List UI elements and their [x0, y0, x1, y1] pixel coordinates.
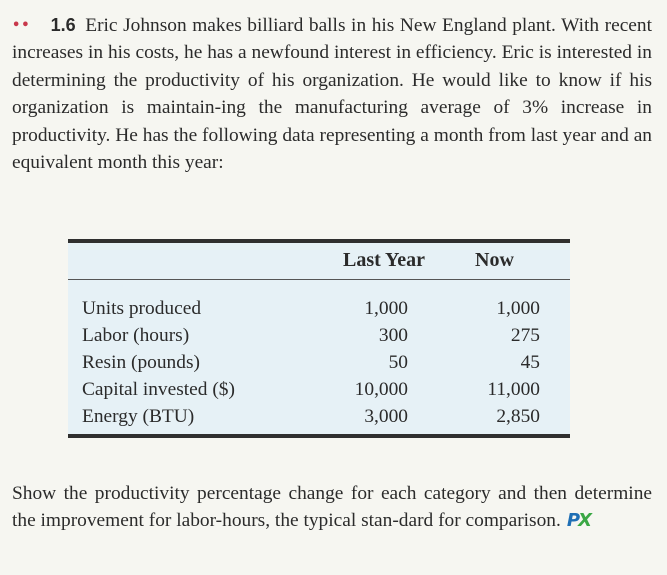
- question-body: Show the productivity percentage change for each category and then determine the improvement for labor-hours, the typical stan-dard for comparison.: [12, 483, 652, 532]
- cell-last-year: 1,000: [364, 298, 408, 319]
- table-row: [68, 406, 570, 433]
- cell-now: 45: [520, 352, 540, 373]
- cell-last-year: 3,000: [364, 406, 408, 427]
- cell-last-year: 50: [388, 352, 408, 373]
- table-header: [68, 243, 570, 280]
- header-now: Now: [475, 249, 514, 271]
- problem-number: 1.6: [50, 15, 76, 35]
- table-row: [68, 352, 570, 379]
- row-label: Capital invested ($): [82, 379, 235, 400]
- row-label: Units produced: [82, 298, 202, 319]
- cell-now: 1,000: [496, 298, 540, 319]
- table-row: [68, 325, 570, 352]
- row-label: Labor (hours): [82, 325, 190, 346]
- table-row: [68, 379, 570, 406]
- cell-last-year: 300: [378, 325, 408, 346]
- problem-statement: [12, 12, 652, 176]
- data-table: [68, 239, 570, 438]
- cell-last-year: 10,000: [354, 379, 408, 400]
- row-label: Resin (pounds): [82, 352, 200, 373]
- row-label: Energy (BTU): [82, 406, 195, 427]
- cell-now: 11,000: [487, 379, 540, 400]
- problem-text: Eric Johnson makes billiard balls in his New England plant. With recent increases in his costs, he has a newfound interest in efficiency. Eric is interested in determining the productivity of his organization. He would like to know if his organization is maintain-ing the manufacturing average of 3% increase in productivity. He has the following data representing a month from last year and an equivalent month this year:: [12, 15, 652, 174]
- question-text: [12, 480, 652, 535]
- px-logo-icon: PX: [566, 510, 590, 532]
- cell-now: 275: [510, 325, 540, 346]
- cell-now: 2,850: [496, 406, 540, 427]
- header-last-year: Last Year: [343, 249, 426, 271]
- difficulty-marker: ••: [12, 18, 31, 33]
- table-row: [68, 298, 570, 325]
